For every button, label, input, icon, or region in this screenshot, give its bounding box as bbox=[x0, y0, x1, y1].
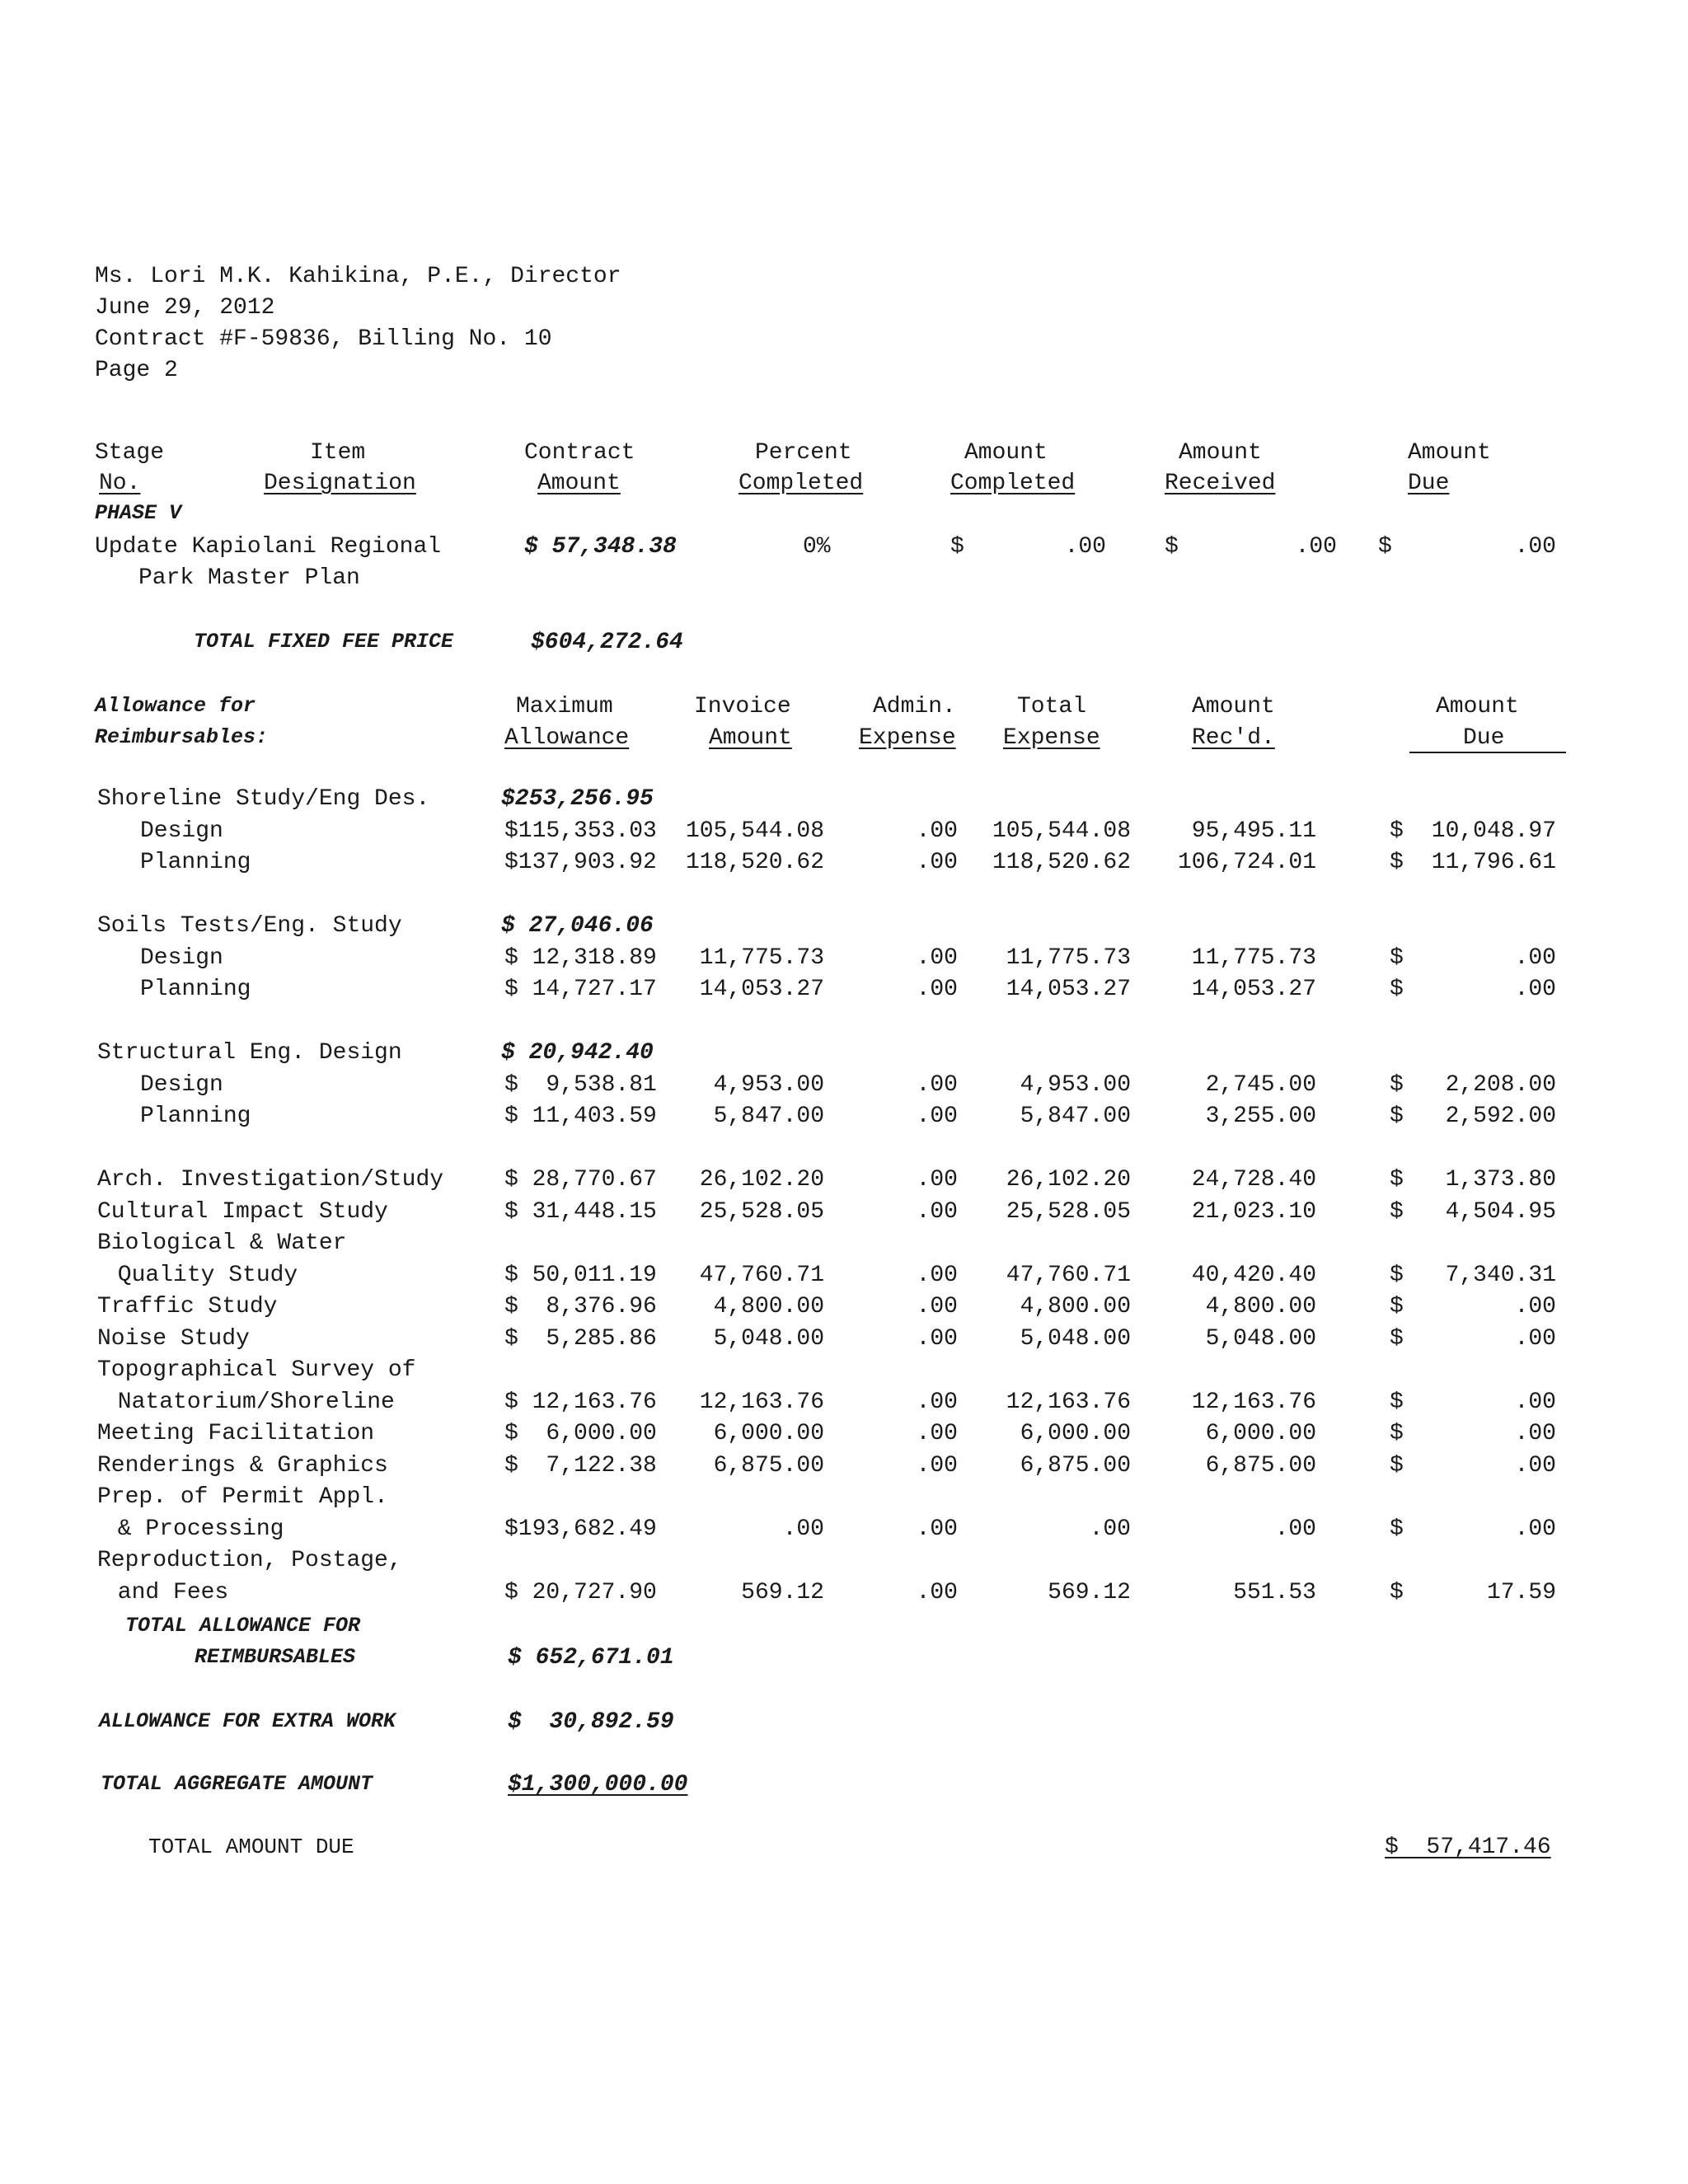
item-4-amount-due: .00 bbox=[1514, 1325, 1556, 1352]
col-header-invoice-2: Amount bbox=[709, 725, 792, 751]
item-5-name-cont: Natatorium/Shoreline bbox=[104, 1389, 395, 1415]
item-9-name-cont: and Fees bbox=[104, 1579, 229, 1605]
reimb-label-1: Allowance for bbox=[95, 694, 256, 718]
group-0-row-1-amount-due: 11,796.61 bbox=[1431, 850, 1556, 875]
item-1-invoice-amount: 25,528.05 bbox=[699, 1198, 824, 1225]
col-header-max-1: Maximum bbox=[516, 694, 613, 719]
item-3-invoice-amount: 4,800.00 bbox=[713, 1294, 824, 1319]
total-amount-due-value: $ 57,417.46 bbox=[1385, 1835, 1551, 1860]
item-6-total-expense: 6,000.00 bbox=[1020, 1421, 1131, 1446]
phase-amt-received-currency: $ bbox=[1165, 534, 1179, 560]
phase-amt-due-currency: $ bbox=[1378, 534, 1392, 560]
item-0-max-allowance: $ 28,770.67 bbox=[504, 1167, 657, 1193]
total-fixed-fee-label: TOTAL FIXED FEE PRICE bbox=[194, 630, 454, 654]
reimb-label-2: Reimbursables: bbox=[95, 725, 269, 749]
total-fixed-fee-value: $604,272.64 bbox=[531, 630, 683, 655]
item-5-amount-received: 12,163.76 bbox=[1191, 1389, 1316, 1415]
item-2-name: Biological & Water bbox=[97, 1230, 347, 1256]
item-4-admin-expense: .00 bbox=[916, 1325, 958, 1352]
item-4-due-currency: $ bbox=[1390, 1325, 1404, 1352]
group-0-row-1-due-currency: $ bbox=[1390, 850, 1404, 875]
col-header-due-1: Amount bbox=[1436, 694, 1519, 719]
col-header-contract-2: Amount bbox=[537, 471, 621, 496]
item-9-invoice-amount: 569.12 bbox=[741, 1579, 824, 1605]
phase-item-designation-2: Park Master Plan bbox=[138, 565, 360, 591]
group-0-row-0-amount-received: 95,495.11 bbox=[1191, 818, 1316, 844]
group-2-row-1-invoice-amount: 5,847.00 bbox=[713, 1104, 824, 1129]
item-3-total-expense: 4,800.00 bbox=[1020, 1294, 1131, 1319]
item-3-max-allowance: $ 8,376.96 bbox=[504, 1294, 657, 1319]
item-8-name: Prep. of Permit Appl. bbox=[97, 1484, 388, 1510]
item-6-amount-received: 6,000.00 bbox=[1205, 1421, 1316, 1446]
group-2-row-1-admin-expense: .00 bbox=[916, 1104, 958, 1129]
item-1-amount-due: 4,504.95 bbox=[1445, 1198, 1556, 1225]
item-5-invoice-amount: 12,163.76 bbox=[699, 1389, 824, 1415]
item-9-amount-due: 17.59 bbox=[1486, 1579, 1556, 1605]
group-1-row-1-name: Planning bbox=[140, 977, 251, 1002]
item-8-amount-received: .00 bbox=[1274, 1516, 1316, 1542]
group-2-row-0-name: Design bbox=[140, 1071, 223, 1098]
phase-label: PHASE V bbox=[95, 501, 182, 525]
item-0-admin-expense: .00 bbox=[916, 1167, 958, 1193]
group-1-row-1-due-currency: $ bbox=[1390, 977, 1404, 1002]
col-header-invoice-1: Invoice bbox=[694, 694, 791, 719]
group-1-row-1-amount-received: 14,053.27 bbox=[1191, 977, 1316, 1002]
item-2-name-cont: Quality Study bbox=[104, 1262, 298, 1288]
col-header-item-2: Designation bbox=[264, 471, 416, 496]
item-9-amount-received: 551.53 bbox=[1233, 1579, 1316, 1605]
item-1-due-currency: $ bbox=[1390, 1198, 1404, 1225]
total-allowance-label-2: REIMBURSABLES bbox=[195, 1645, 356, 1669]
group-2-row-1-amount-received: 3,255.00 bbox=[1205, 1104, 1316, 1129]
item-0-amount-due: 1,373.80 bbox=[1445, 1167, 1556, 1193]
item-8-invoice-amount: .00 bbox=[782, 1516, 824, 1542]
item-6-name: Meeting Facilitation bbox=[97, 1421, 375, 1446]
contract-line: Contract #F-59836, Billing No. 10 bbox=[95, 326, 552, 352]
group-1-row-1-invoice-amount: 14,053.27 bbox=[699, 977, 824, 1002]
item-0-amount-received: 24,728.40 bbox=[1191, 1167, 1316, 1193]
group-0-row-1-invoice-amount: 118,520.62 bbox=[685, 850, 824, 875]
phase-item-designation-1: Update Kapiolani Regional bbox=[95, 534, 442, 560]
item-7-due-currency: $ bbox=[1390, 1452, 1404, 1479]
group-1-row-1-admin-expense: .00 bbox=[916, 977, 958, 1002]
item-7-amount-received: 6,875.00 bbox=[1205, 1452, 1316, 1479]
group-0-row-0-name: Design bbox=[140, 818, 223, 844]
item-8-due-currency: $ bbox=[1390, 1516, 1404, 1542]
phase-amt-received-value: .00 bbox=[1295, 534, 1337, 560]
col-header-admin-2: Expense bbox=[859, 725, 956, 751]
group-2-row-0-invoice-amount: 4,953.00 bbox=[713, 1071, 824, 1098]
group-1-row-0-due-currency: $ bbox=[1390, 944, 1404, 971]
item-5-name: Topographical Survey of bbox=[97, 1357, 416, 1383]
item-0-name: Arch. Investigation/Study bbox=[97, 1167, 444, 1193]
item-4-name: Noise Study bbox=[97, 1325, 250, 1352]
group-2-row-0-admin-expense: .00 bbox=[916, 1071, 958, 1098]
group-0-row-1-admin-expense: .00 bbox=[916, 850, 958, 875]
group-0-total: $253,256.95 bbox=[501, 786, 654, 812]
group-0-row-1-total-expense: 118,520.62 bbox=[992, 850, 1131, 875]
phase-contract-amount: $ 57,348.38 bbox=[524, 534, 677, 560]
recipient-line: Ms. Lori M.K. Kahikina, P.E., Director bbox=[95, 264, 621, 289]
col-header-amt-due-1: Amount bbox=[1408, 440, 1491, 466]
phase-amt-completed-value: .00 bbox=[1064, 534, 1106, 560]
col-header-stage-2: No. bbox=[99, 471, 141, 496]
group-1-name: Soils Tests/Eng. Study bbox=[97, 913, 402, 939]
item-7-total-expense: 6,875.00 bbox=[1020, 1452, 1131, 1479]
group-1-row-1-max-allowance: $ 14,727.17 bbox=[504, 977, 657, 1002]
group-2-row-1-due-currency: $ bbox=[1390, 1104, 1404, 1129]
group-0-row-1-name: Planning bbox=[140, 850, 251, 875]
item-6-invoice-amount: 6,000.00 bbox=[713, 1421, 824, 1446]
group-0-row-0-amount-due: 10,048.97 bbox=[1431, 818, 1556, 844]
item-3-name: Traffic Study bbox=[97, 1294, 278, 1319]
item-4-total-expense: 5,048.00 bbox=[1020, 1325, 1131, 1352]
group-0-name: Shoreline Study/Eng Des. bbox=[97, 786, 430, 812]
item-8-amount-due: .00 bbox=[1514, 1516, 1556, 1542]
total-amount-due-label: TOTAL AMOUNT DUE bbox=[148, 1835, 354, 1859]
group-2-row-0-amount-received: 2,745.00 bbox=[1205, 1071, 1316, 1098]
group-1-row-1-total-expense: 14,053.27 bbox=[1006, 977, 1131, 1002]
group-1-row-0-name: Design bbox=[140, 944, 223, 971]
item-2-amount-due: 7,340.31 bbox=[1445, 1262, 1556, 1288]
col-header-max-2: Allowance bbox=[504, 725, 630, 751]
item-4-invoice-amount: 5,048.00 bbox=[713, 1325, 824, 1352]
item-9-name: Reproduction, Postage, bbox=[97, 1548, 402, 1573]
item-5-max-allowance: $ 12,163.76 bbox=[504, 1389, 657, 1415]
item-2-max-allowance: $ 50,011.19 bbox=[504, 1262, 657, 1288]
page-number: Page 2 bbox=[95, 358, 178, 383]
item-6-due-currency: $ bbox=[1390, 1421, 1404, 1446]
group-2-row-1-name: Planning bbox=[140, 1104, 251, 1129]
item-2-invoice-amount: 47,760.71 bbox=[699, 1262, 824, 1288]
item-9-due-currency: $ bbox=[1390, 1579, 1404, 1605]
item-0-due-currency: $ bbox=[1390, 1167, 1404, 1193]
item-3-admin-expense: .00 bbox=[916, 1294, 958, 1319]
item-1-amount-received: 21,023.10 bbox=[1191, 1198, 1316, 1225]
aggregate-label: TOTAL AGGREGATE AMOUNT bbox=[101, 1772, 373, 1796]
total-allowance-label-1: TOTAL ALLOWANCE FOR bbox=[125, 1614, 361, 1638]
item-6-admin-expense: .00 bbox=[916, 1421, 958, 1446]
extra-work-value: $ 30,892.59 bbox=[508, 1709, 674, 1735]
group-1-row-0-max-allowance: $ 12,318.89 bbox=[504, 944, 657, 971]
group-0-row-0-due-currency: $ bbox=[1390, 818, 1404, 844]
item-5-admin-expense: .00 bbox=[916, 1389, 958, 1415]
item-5-amount-due: .00 bbox=[1514, 1389, 1556, 1415]
item-0-total-expense: 26,102.20 bbox=[1006, 1167, 1131, 1193]
col-header-amt-due-2: Due bbox=[1408, 471, 1450, 496]
group-1-row-0-invoice-amount: 11,775.73 bbox=[699, 944, 824, 971]
item-3-due-currency: $ bbox=[1390, 1294, 1404, 1319]
item-9-total-expense: 569.12 bbox=[1048, 1579, 1131, 1605]
item-2-due-currency: $ bbox=[1390, 1262, 1404, 1288]
item-8-total-expense: .00 bbox=[1089, 1516, 1131, 1542]
item-2-total-expense: 47,760.71 bbox=[1006, 1262, 1131, 1288]
group-0-row-1-max-allowance: $137,903.92 bbox=[504, 850, 657, 875]
col-header-total-1: Total bbox=[1017, 694, 1087, 719]
group-2-row-1-max-allowance: $ 11,403.59 bbox=[504, 1104, 657, 1129]
item-9-max-allowance: $ 20,727.90 bbox=[504, 1579, 657, 1605]
item-3-amount-received: 4,800.00 bbox=[1205, 1294, 1316, 1319]
col-header-percent-1: Percent bbox=[755, 440, 852, 466]
item-1-max-allowance: $ 31,448.15 bbox=[504, 1198, 657, 1225]
item-8-max-allowance: $193,682.49 bbox=[504, 1516, 657, 1542]
col-header-amt-completed-1: Amount bbox=[964, 440, 1048, 466]
col-header-amt-completed-2: Completed bbox=[950, 471, 1076, 496]
item-7-max-allowance: $ 7,122.38 bbox=[504, 1452, 657, 1479]
group-0-row-0-admin-expense: .00 bbox=[916, 818, 958, 844]
item-9-admin-expense: .00 bbox=[916, 1579, 958, 1605]
item-7-amount-due: .00 bbox=[1514, 1452, 1556, 1479]
group-1-row-0-total-expense: 11,775.73 bbox=[1006, 944, 1131, 971]
item-0-invoice-amount: 26,102.20 bbox=[699, 1167, 824, 1193]
group-2-total: $ 20,942.40 bbox=[501, 1040, 654, 1066]
col-header-contract-1: Contract bbox=[524, 440, 635, 466]
phase-percent-completed: 0% bbox=[803, 534, 831, 560]
group-1-row-0-amount-received: 11,775.73 bbox=[1191, 944, 1316, 971]
phase-amt-completed-currency: $ bbox=[950, 534, 964, 560]
group-0-row-0-total-expense: 105,544.08 bbox=[992, 818, 1131, 844]
group-2-row-0-total-expense: 4,953.00 bbox=[1020, 1071, 1131, 1098]
col-header-total-2: Expense bbox=[1003, 725, 1100, 751]
item-1-name: Cultural Impact Study bbox=[97, 1198, 388, 1225]
col-header-admin-1: Admin. bbox=[873, 694, 956, 719]
group-2-row-0-max-allowance: $ 9,538.81 bbox=[504, 1071, 657, 1098]
group-1-total: $ 27,046.06 bbox=[501, 913, 654, 939]
item-5-due-currency: $ bbox=[1390, 1389, 1404, 1415]
extra-work-label: ALLOWANCE FOR EXTRA WORK bbox=[99, 1709, 396, 1733]
col-header-amt-received-2: Received bbox=[1165, 471, 1276, 496]
item-1-total-expense: 25,528.05 bbox=[1006, 1198, 1131, 1225]
col-header-recd-2: Rec'd. bbox=[1192, 725, 1275, 751]
group-2-row-0-due-currency: $ bbox=[1390, 1071, 1404, 1098]
group-0-row-0-max-allowance: $115,353.03 bbox=[504, 818, 657, 844]
item-6-max-allowance: $ 6,000.00 bbox=[504, 1421, 657, 1446]
item-8-name-cont: & Processing bbox=[104, 1516, 284, 1542]
col-header-item-1: Item bbox=[310, 440, 366, 466]
item-8-admin-expense: .00 bbox=[916, 1516, 958, 1542]
col-header-stage-1: Stage bbox=[95, 440, 165, 466]
group-2-row-1-total-expense: 5,847.00 bbox=[1020, 1104, 1131, 1129]
group-2-row-0-amount-due: 2,208.00 bbox=[1445, 1071, 1556, 1098]
item-7-invoice-amount: 6,875.00 bbox=[713, 1452, 824, 1479]
aggregate-value: $1,300,000.00 bbox=[508, 1772, 688, 1797]
col-header-percent-2: Completed bbox=[738, 471, 864, 496]
item-4-amount-received: 5,048.00 bbox=[1205, 1325, 1316, 1352]
item-2-admin-expense: .00 bbox=[916, 1262, 958, 1288]
total-allowance-value: $ 652,671.01 bbox=[508, 1645, 674, 1671]
item-5-total-expense: 12,163.76 bbox=[1006, 1389, 1131, 1415]
group-1-row-0-admin-expense: .00 bbox=[916, 944, 958, 971]
item-3-amount-due: .00 bbox=[1514, 1294, 1556, 1319]
group-2-name: Structural Eng. Design bbox=[97, 1040, 402, 1066]
col-header-amt-received-1: Amount bbox=[1179, 440, 1262, 466]
item-6-amount-due: .00 bbox=[1514, 1421, 1556, 1446]
group-0-row-1-amount-received: 106,724.01 bbox=[1177, 850, 1316, 875]
item-1-admin-expense: .00 bbox=[916, 1198, 958, 1225]
item-7-name: Renderings & Graphics bbox=[97, 1452, 388, 1479]
item-2-amount-received: 40,420.40 bbox=[1191, 1262, 1316, 1288]
col-header-recd-1: Amount bbox=[1192, 694, 1275, 719]
item-7-admin-expense: .00 bbox=[916, 1452, 958, 1479]
phase-amt-due-value: .00 bbox=[1514, 534, 1556, 560]
group-0-row-0-invoice-amount: 105,544.08 bbox=[685, 818, 824, 844]
item-4-max-allowance: $ 5,285.86 bbox=[504, 1325, 657, 1352]
group-1-row-0-amount-due: .00 bbox=[1514, 944, 1556, 971]
col-header-due-2: Due bbox=[1463, 725, 1505, 751]
group-2-row-1-amount-due: 2,592.00 bbox=[1445, 1104, 1556, 1129]
group-1-row-1-amount-due: .00 bbox=[1514, 977, 1556, 1002]
date-line: June 29, 2012 bbox=[95, 295, 275, 321]
col-header-due-underline bbox=[1409, 752, 1566, 753]
